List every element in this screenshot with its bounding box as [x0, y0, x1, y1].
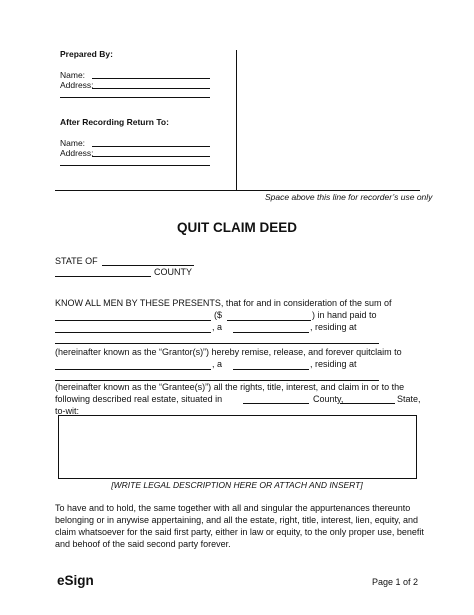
county-situated-field[interactable]	[243, 403, 309, 404]
habendum-line-1: To have and to hold, the same together with all and singular the appurtenances thereunto	[55, 503, 411, 513]
body-line-2b: ) in hand paid to	[312, 310, 377, 320]
grantee-status-field[interactable]	[233, 369, 309, 370]
body-line-8: to-wit:	[55, 406, 80, 416]
recorder-note: Space above this line for recorder’s use only	[265, 192, 433, 202]
document-title: QUIT CLAIM DEED	[177, 220, 297, 235]
body-line-3a: , a	[212, 322, 223, 332]
page-number: Page 1 of 2	[372, 577, 419, 587]
county-label: COUNTY	[154, 267, 192, 277]
body-line-5a: , a	[212, 359, 223, 369]
name-field-2[interactable]	[92, 146, 210, 147]
name-field-1[interactable]	[92, 78, 210, 79]
address-field-1b[interactable]	[60, 97, 210, 98]
grantor-address-field[interactable]	[55, 343, 379, 344]
esign-logo: eSign	[57, 573, 94, 588]
name-label-1: Name:	[60, 70, 86, 80]
after-recording-label: After Recording Return To:	[60, 117, 169, 127]
body-line-6: (hereinafter known as the “Grantee(s)”) all the rights, title, interest, and claim in or to the	[55, 382, 405, 392]
body-line-2a: ($	[214, 310, 223, 320]
body-line-4: (hereinafter known as the “Grantor(s)”) hereby remise, release, and forever quitclaim to	[55, 347, 402, 357]
legal-description-box[interactable]	[58, 415, 417, 479]
body-line-7c: State,	[397, 394, 421, 404]
amount-number-field[interactable]	[227, 320, 311, 321]
address-field-1[interactable]	[92, 88, 210, 89]
grantee-name-field[interactable]	[55, 369, 211, 370]
county-field[interactable]	[55, 276, 151, 277]
state-label: STATE OF	[55, 256, 98, 266]
legal-description-caption: [WRITE LEGAL DESCRIPTION HERE OR ATTACH AND INSERT]	[111, 480, 363, 490]
body-line-3b: , residing at	[310, 322, 357, 332]
habendum-line-2: belonging or in anywise appertaining, and all the estate, right, title, interest, lien, equity, and	[55, 515, 419, 525]
prepared-by-label: Prepared By:	[60, 49, 113, 59]
grantor-name-field[interactable]	[55, 332, 211, 333]
body-line-7b: County,	[313, 394, 344, 404]
habendum-line-3: claim whatsoever for the said first party, either in law or equity, to the only proper use, benefit	[55, 527, 424, 537]
state-situated-field[interactable]	[340, 403, 395, 404]
address-label-2: Address:	[60, 148, 94, 158]
recorder-divider	[236, 50, 237, 190]
address-field-2[interactable]	[92, 156, 210, 157]
body-line-1: KNOW ALL MEN BY THESE PRESENTS, that for and in consideration of the sum of	[55, 298, 392, 308]
amount-words-field[interactable]	[55, 320, 211, 321]
body-line-5b: , residing at	[310, 359, 357, 369]
body-line-7a: following described real estate, situated in	[55, 394, 223, 404]
habendum-line-4: and behoof of the said second party forever.	[55, 539, 231, 549]
address-label-1: Address:	[60, 80, 94, 90]
grantor-status-field[interactable]	[233, 332, 309, 333]
name-label-2: Name:	[60, 138, 86, 148]
address-field-2b[interactable]	[60, 165, 210, 166]
recorder-line	[55, 190, 420, 191]
